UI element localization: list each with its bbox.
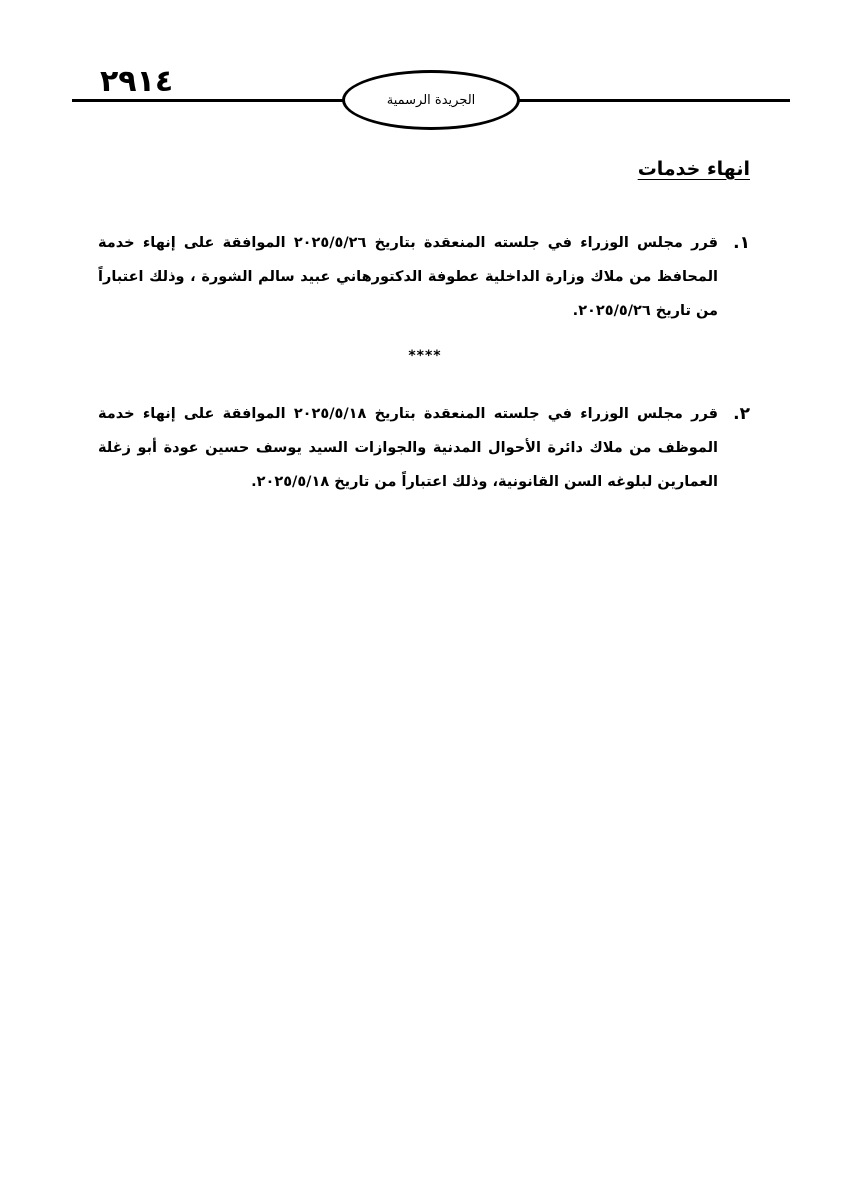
decision-item xyxy=(98,226,750,328)
section-heading: انهاء خدمات xyxy=(637,158,750,180)
decision-text: قرر مجلس الوزراء في جلسته المنعقدة بتاريخ ٢٠٢٥/٥/٢٦ الموافقة على إنهاء خدمة المحافظ من ملاك وزارة الداخلية عطوفة الدكتورهاني عبيد سالم الشورة ، وذلك اعتباراً من تاريخ ٢٠٢٥/٥/٢٦. xyxy=(98,235,718,319)
section-separator: **** xyxy=(408,348,442,364)
page-number: ٢٩١٤ xyxy=(100,64,174,99)
decision-number: ٢. xyxy=(733,404,750,424)
gazette-title: الجريدة الرسمية xyxy=(386,92,476,108)
decision-item xyxy=(98,397,750,499)
decision-text: قرر مجلس الوزراء في جلسته المنعقدة بتاريخ ٢٠٢٥/٥/١٨ الموافقة على إنهاء خدمة الموظف من ملاك دائرة الأحوال المدنية والجوازات السيد يوسف حسين عودة أبو زغلة العمارين لبلوغه السن القانونية، وذلك اعتباراً من تاريخ ٢٠٢٥/٥/١٨. xyxy=(98,406,718,490)
gazette-title-seal xyxy=(342,70,520,130)
decision-number: ١. xyxy=(733,233,750,253)
